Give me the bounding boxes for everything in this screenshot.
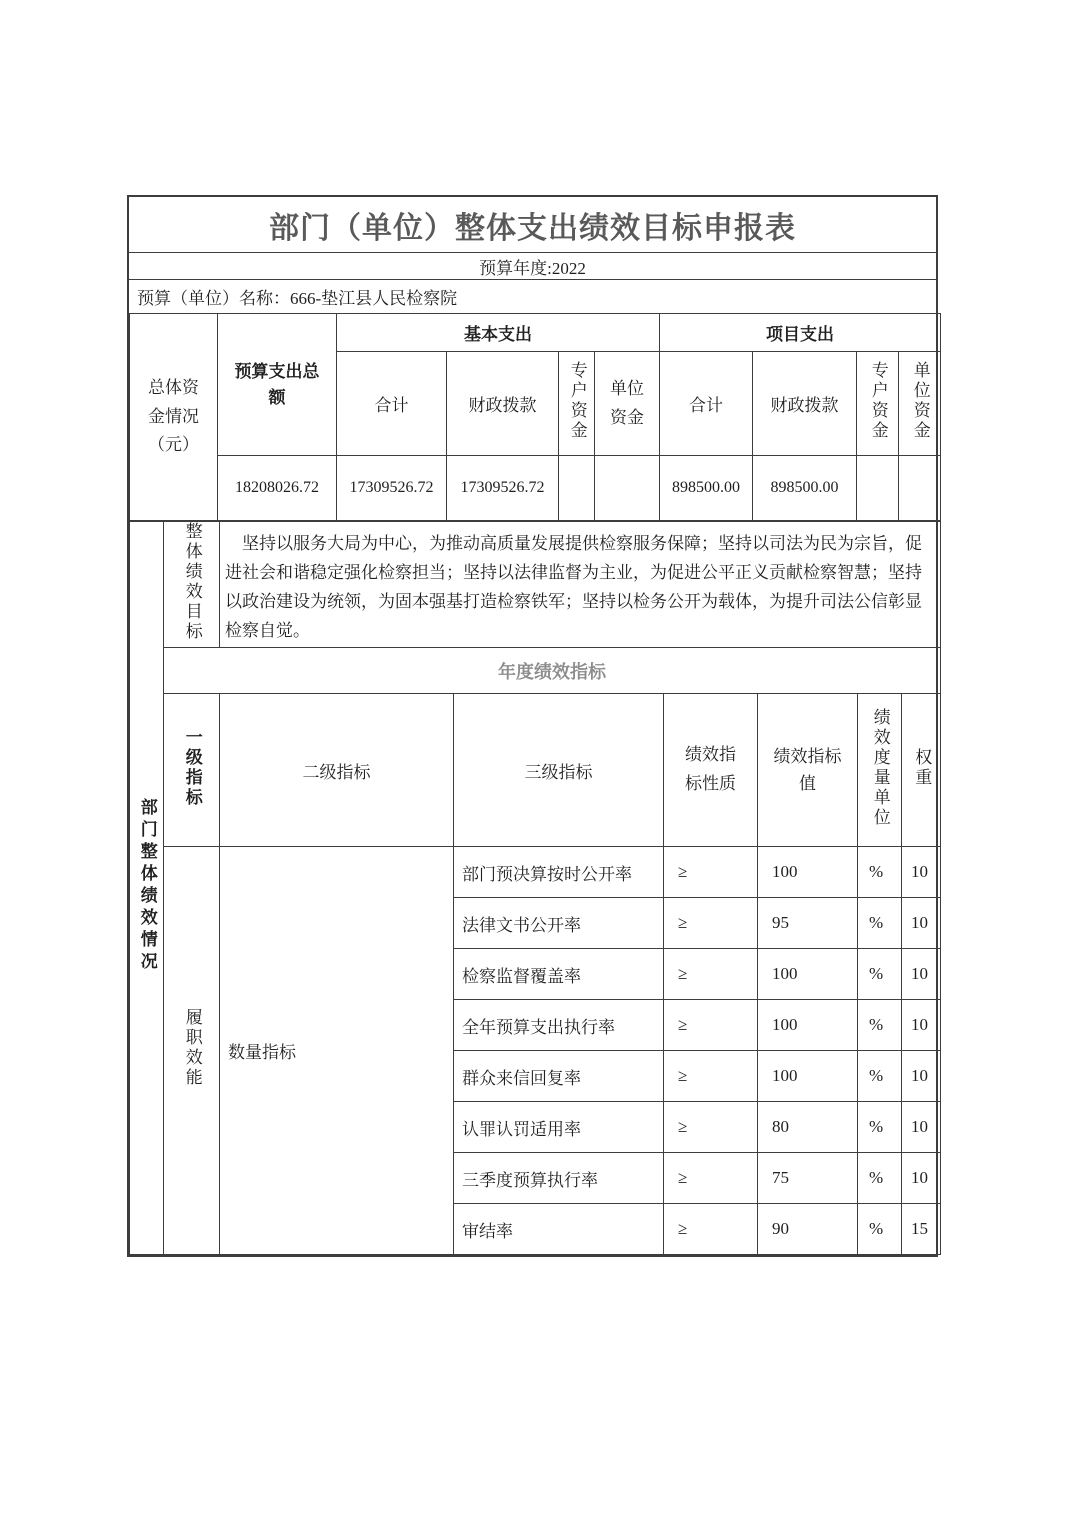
column-header-level1: [164, 694, 220, 847]
total-expense-header-text: 预算支出总额: [234, 362, 320, 407]
level1-indicator-text: 履职效能: [182, 1008, 202, 1088]
indicator-nature: ≥: [664, 847, 758, 898]
project-unit-funds-value: [899, 456, 941, 521]
indicator-unit: %: [858, 1204, 902, 1255]
indicator-nature: ≥: [664, 898, 758, 949]
indicator-value: 100: [758, 1051, 858, 1102]
indicator-value: 75: [758, 1153, 858, 1204]
level2-indicator-cell: 数量指标: [220, 847, 454, 1255]
indicator-weight: 10: [902, 847, 941, 898]
basic-unit-funds-value: [595, 456, 660, 521]
basic-special-account-header-text: 专户资金: [567, 361, 587, 441]
declaration-form: [127, 195, 938, 1257]
indicator-nature: ≥: [664, 1051, 758, 1102]
performance-section-label: [130, 522, 164, 1255]
project-expense-group-header: 项目支出: [660, 314, 941, 352]
indicator-value: 95: [758, 898, 858, 949]
funds-section-label-text: 总体资金情况（元）: [148, 377, 199, 455]
level1-indicator-cell: [164, 847, 220, 1255]
overall-goal-text: 坚持以服务大局为中心，为推动高质量发展提供检察服务保障；坚持以司法为民为宗旨，促进社会和谐稳定强化检察担当；坚持以法律监督为主业，为促进公平正义贡献检察智慧；坚持以政治建设为统领，为固本强基打造检察铁军；坚持以检务公开为载体，为提升司法公信彰显检察自觉。: [225, 534, 922, 640]
indicator-value: 100: [758, 949, 858, 1000]
indicator-weight: 10: [902, 898, 941, 949]
annual-indicators-header: 年度绩效指标: [164, 648, 941, 694]
indicator-name: 三季度预算执行率: [454, 1153, 664, 1204]
basic-unit-funds-header: [595, 352, 660, 456]
overall-goal-content: [220, 522, 941, 648]
indicator-weight: 10: [902, 1102, 941, 1153]
basic-total-value: 17309526.72: [337, 456, 447, 521]
unit-name-row: 预算（单位）名称：666-垫江县人民检察院: [129, 279, 936, 313]
project-total-header: 合计: [660, 352, 753, 456]
project-unit-funds-header-text: 单位资金: [910, 361, 930, 441]
total-expense-value: 18208026.72: [218, 456, 337, 521]
indicator-unit: %: [858, 949, 902, 1000]
indicator-nature: ≥: [664, 1000, 758, 1051]
indicator-weight: 10: [902, 1153, 941, 1204]
basic-fiscal-header: 财政拨款: [447, 352, 559, 456]
column-header-weight-text: 权重: [912, 747, 932, 788]
indicator-value: 100: [758, 1000, 858, 1051]
indicator-value: 90: [758, 1204, 858, 1255]
column-header-unit-text: 绩效度量单位: [870, 707, 890, 828]
column-header-unit: [858, 694, 902, 847]
basic-expense-group-header: 基本支出: [337, 314, 660, 352]
indicator-unit: %: [858, 1153, 902, 1204]
project-unit-funds-header: [899, 352, 941, 456]
performance-table: [129, 521, 941, 1255]
column-header-level3: 三级指标: [454, 694, 664, 847]
project-total-value: 898500.00: [660, 456, 753, 521]
funds-section-label: [130, 314, 218, 521]
project-fiscal-header: 财政拨款: [753, 352, 857, 456]
indicator-name: 认罪认罚适用率: [454, 1102, 664, 1153]
budget-year-row: 预算年度:2022: [129, 252, 936, 279]
indicator-unit: %: [858, 898, 902, 949]
indicator-unit: %: [858, 847, 902, 898]
project-special-account-value: [857, 456, 899, 521]
indicator-name: 检察监督覆盖率: [454, 949, 664, 1000]
project-special-account-header: [857, 352, 899, 456]
indicator-value: 80: [758, 1102, 858, 1153]
indicator-unit: %: [858, 1102, 902, 1153]
project-fiscal-value: 898500.00: [753, 456, 857, 521]
indicator-name: 法律文书公开率: [454, 898, 664, 949]
indicator-value: 100: [758, 847, 858, 898]
basic-fiscal-value: 17309526.72: [447, 456, 559, 521]
funds-table: [129, 313, 941, 521]
indicator-weight: 10: [902, 949, 941, 1000]
overall-goal-label-text: 整体绩效目标: [182, 522, 202, 642]
overall-goal-label: [164, 522, 220, 648]
project-special-account-header-text: 专户资金: [868, 361, 888, 441]
indicator-name: 部门预决算按时公开率: [454, 847, 664, 898]
indicator-unit: %: [858, 1051, 902, 1102]
indicator-weight: 15: [902, 1204, 941, 1255]
column-header-nature: [664, 694, 758, 847]
indicator-nature: ≥: [664, 1204, 758, 1255]
indicator-name: 审结率: [454, 1204, 664, 1255]
indicator-name: 全年预算支出执行率: [454, 1000, 664, 1051]
basic-total-header: 合计: [337, 352, 447, 456]
basic-special-account-value: [559, 456, 595, 521]
indicator-weight: 10: [902, 1000, 941, 1051]
page-title: 部门（单位）整体支出绩效目标申报表: [269, 211, 796, 245]
total-expense-header: [218, 314, 337, 456]
indicator-name: 群众来信回复率: [454, 1051, 664, 1102]
indicator-nature: ≥: [664, 1153, 758, 1204]
column-header-level1-text: 一级指标: [182, 727, 202, 808]
indicator-nature: ≥: [664, 1102, 758, 1153]
performance-section-label-text: 部门整体绩效情况: [137, 797, 157, 974]
column-header-weight: [902, 694, 941, 847]
basic-special-account-header: [559, 352, 595, 456]
column-header-value-text: 绩效指标值: [773, 746, 842, 793]
basic-unit-funds-header-text: 单位资金: [609, 378, 644, 427]
indicator-nature: ≥: [664, 949, 758, 1000]
column-header-level2: 二级指标: [220, 694, 454, 847]
indicator-weight: 10: [902, 1051, 941, 1102]
column-header-nature-text: 绩效指标性质: [685, 745, 736, 793]
column-header-value: [758, 694, 858, 847]
indicator-unit: %: [858, 1000, 902, 1051]
